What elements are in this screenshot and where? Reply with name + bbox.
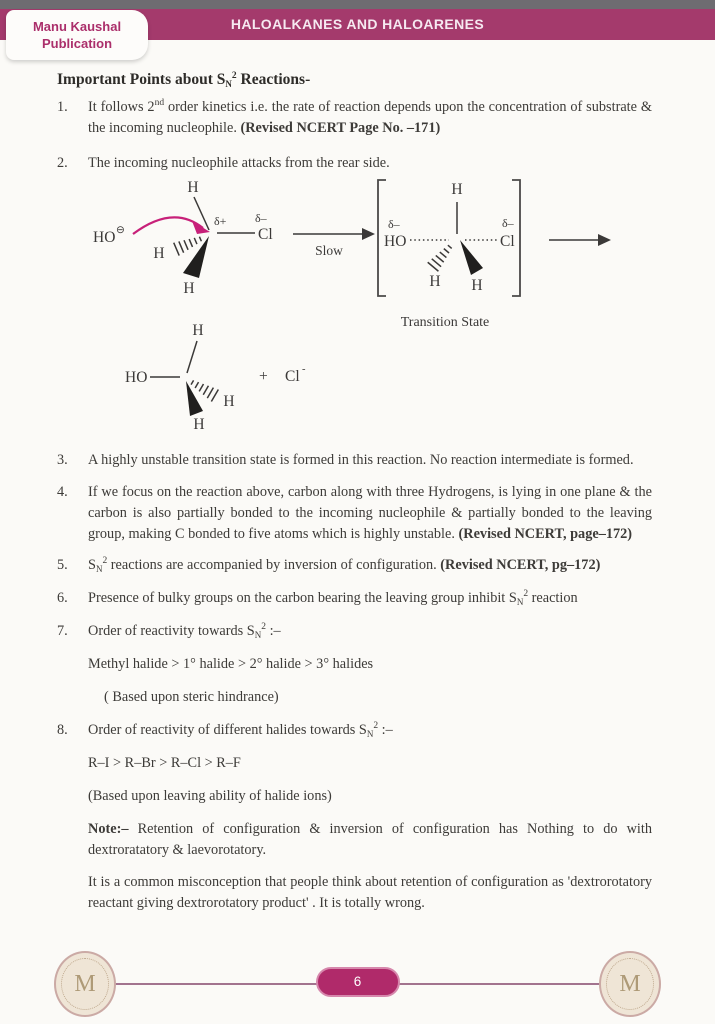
cl-atom: Cl bbox=[258, 226, 273, 243]
item-body bbox=[88, 720, 652, 807]
item-text: Order of reactivity of different halides towards $S_N^2$ :– bbox=[88, 721, 393, 739]
halide-basis: (Based upon leaving ability of halide ions) bbox=[88, 788, 332, 804]
list-item-1 bbox=[57, 97, 652, 139]
list-item-7 bbox=[57, 621, 652, 708]
plus-sign: + bbox=[259, 368, 268, 385]
delta-minus-label: δ– bbox=[502, 216, 514, 230]
h-atom: H bbox=[187, 179, 199, 196]
halide-order: R–I > R–Br > R–Cl > R–F bbox=[88, 755, 241, 771]
monogram: M bbox=[619, 970, 641, 997]
publisher-seal-icon bbox=[599, 951, 661, 1017]
item-number: 8. bbox=[57, 722, 68, 738]
monogram: M bbox=[74, 970, 96, 997]
list-item-5 bbox=[57, 555, 652, 576]
delta-plus-label: δ+ bbox=[214, 214, 227, 228]
negative-charge-icon: ⊖ bbox=[116, 225, 125, 236]
list-item-3 bbox=[57, 450, 652, 471]
hydroxide-label: HO bbox=[93, 229, 116, 246]
closing-paragraph bbox=[57, 872, 652, 914]
reaction-row-1 bbox=[83, 176, 643, 334]
solid-wedge-bond bbox=[460, 240, 483, 275]
solid-wedge-bond bbox=[186, 381, 203, 416]
item-text: A highly unstable transition state is formed in this reaction. No reaction intermediate is formed. bbox=[88, 452, 634, 468]
nucleophile-attack-arrow bbox=[133, 217, 203, 234]
h-atom: H bbox=[192, 322, 204, 339]
list-item-2 bbox=[57, 153, 652, 174]
publisher-logo bbox=[6, 10, 148, 60]
hydroxide-ts-label: HO bbox=[384, 233, 407, 250]
item-body bbox=[88, 621, 652, 708]
h-atom: H bbox=[183, 280, 195, 297]
item-text: Presence of bulky groups on the carbon bearing the leaving group inhibit $S_N^2$ reaction bbox=[88, 589, 578, 607]
list-item-6 bbox=[57, 588, 652, 609]
reactivity-basis: ( Based upon steric hindrance) bbox=[104, 689, 279, 705]
chloride-ion-label: Cl bbox=[285, 368, 300, 385]
item-text: $S_N^2$ reactions are accompanied by inversion of configuration. (Revised NCERT, pg–172) bbox=[88, 556, 601, 574]
chloride-charge: - bbox=[302, 364, 306, 375]
item-number: 5. bbox=[57, 557, 68, 573]
sn2-product-diagram bbox=[87, 321, 652, 444]
list-item-4 bbox=[57, 482, 652, 545]
cl-atom: Cl bbox=[500, 233, 515, 250]
publisher-name-line1: Manu Kaushal bbox=[32, 19, 122, 34]
delta-minus-label: δ– bbox=[255, 211, 267, 225]
item-number: 4. bbox=[57, 484, 68, 500]
reaction-arrowhead-icon bbox=[598, 234, 611, 246]
item-number: 1. bbox=[57, 99, 68, 115]
chapter-title: HALOALKANES AND HALOARENES bbox=[230, 16, 485, 32]
hydroxyl-label: HO bbox=[125, 369, 148, 386]
note-text: Note:– Retention of configuration & inversion of configuration has Nothing to do with dextroratatory & laevorotatory. bbox=[88, 821, 652, 858]
item-number: 2. bbox=[57, 155, 68, 171]
page-top-strip bbox=[0, 0, 715, 9]
sn2-mechanism-diagram bbox=[83, 176, 652, 339]
h-atom: H bbox=[451, 181, 463, 198]
h-atom: H bbox=[193, 416, 205, 433]
item-number: 6. bbox=[57, 590, 68, 606]
page-number-badge: 6 bbox=[316, 967, 400, 997]
item-number: 3. bbox=[57, 452, 68, 468]
delta-minus-label: δ– bbox=[388, 217, 400, 231]
list-item-8 bbox=[57, 720, 652, 807]
h-atom: H bbox=[153, 245, 165, 262]
publisher-seal-icon bbox=[54, 951, 116, 1017]
item-number: 7. bbox=[57, 623, 68, 639]
item-text: It follows 2nd order kinetics i.e. the rate of reaction depends upon the concentration of substrate & the incoming nucleophile. (Revised NCERT Page No. –171) bbox=[88, 98, 653, 136]
item-text: If we focus on the reaction above, carbon along with three Hydrogens, is lying in one plane & the carbon is also partially bonded to the incoming nucleophile & partially bonded to the leaving group, making C bonded to five atoms which is highly unstable. (Revised NCERT, page–172) bbox=[88, 484, 652, 542]
page-footer bbox=[0, 950, 715, 1020]
reactivity-order: Methyl halide > 1° halide > 2° halide > 3° halides bbox=[88, 656, 374, 672]
section-heading: Important Points about $SN^2$ Reactions- bbox=[57, 71, 311, 89]
h-atom: H bbox=[429, 273, 441, 290]
h-atom: H bbox=[223, 393, 235, 410]
item-text: Order of reactivity towards $S_N^2$ :– bbox=[88, 622, 281, 640]
page-content bbox=[57, 71, 652, 914]
c-h-bond bbox=[187, 341, 197, 373]
reaction-arrowhead-icon bbox=[362, 228, 375, 240]
transition-state-label: Transition State bbox=[400, 315, 490, 330]
reaction-row-2 bbox=[87, 321, 327, 439]
publisher-name-line2: Publication bbox=[41, 36, 113, 51]
h-atom: H bbox=[471, 277, 483, 294]
chapter-header-bar bbox=[0, 9, 715, 51]
item-text: The incoming nucleophile attacks from the rear side. bbox=[88, 155, 390, 171]
closing-text: It is a common misconception that people think about retention of configuration as 'dextrorotatory reactant giving dextrorotatory product' . It is totally wrong. bbox=[88, 874, 652, 911]
slow-label: Slow bbox=[315, 243, 343, 258]
hashed-wedge-bond bbox=[428, 242, 455, 271]
note-block bbox=[57, 819, 652, 861]
